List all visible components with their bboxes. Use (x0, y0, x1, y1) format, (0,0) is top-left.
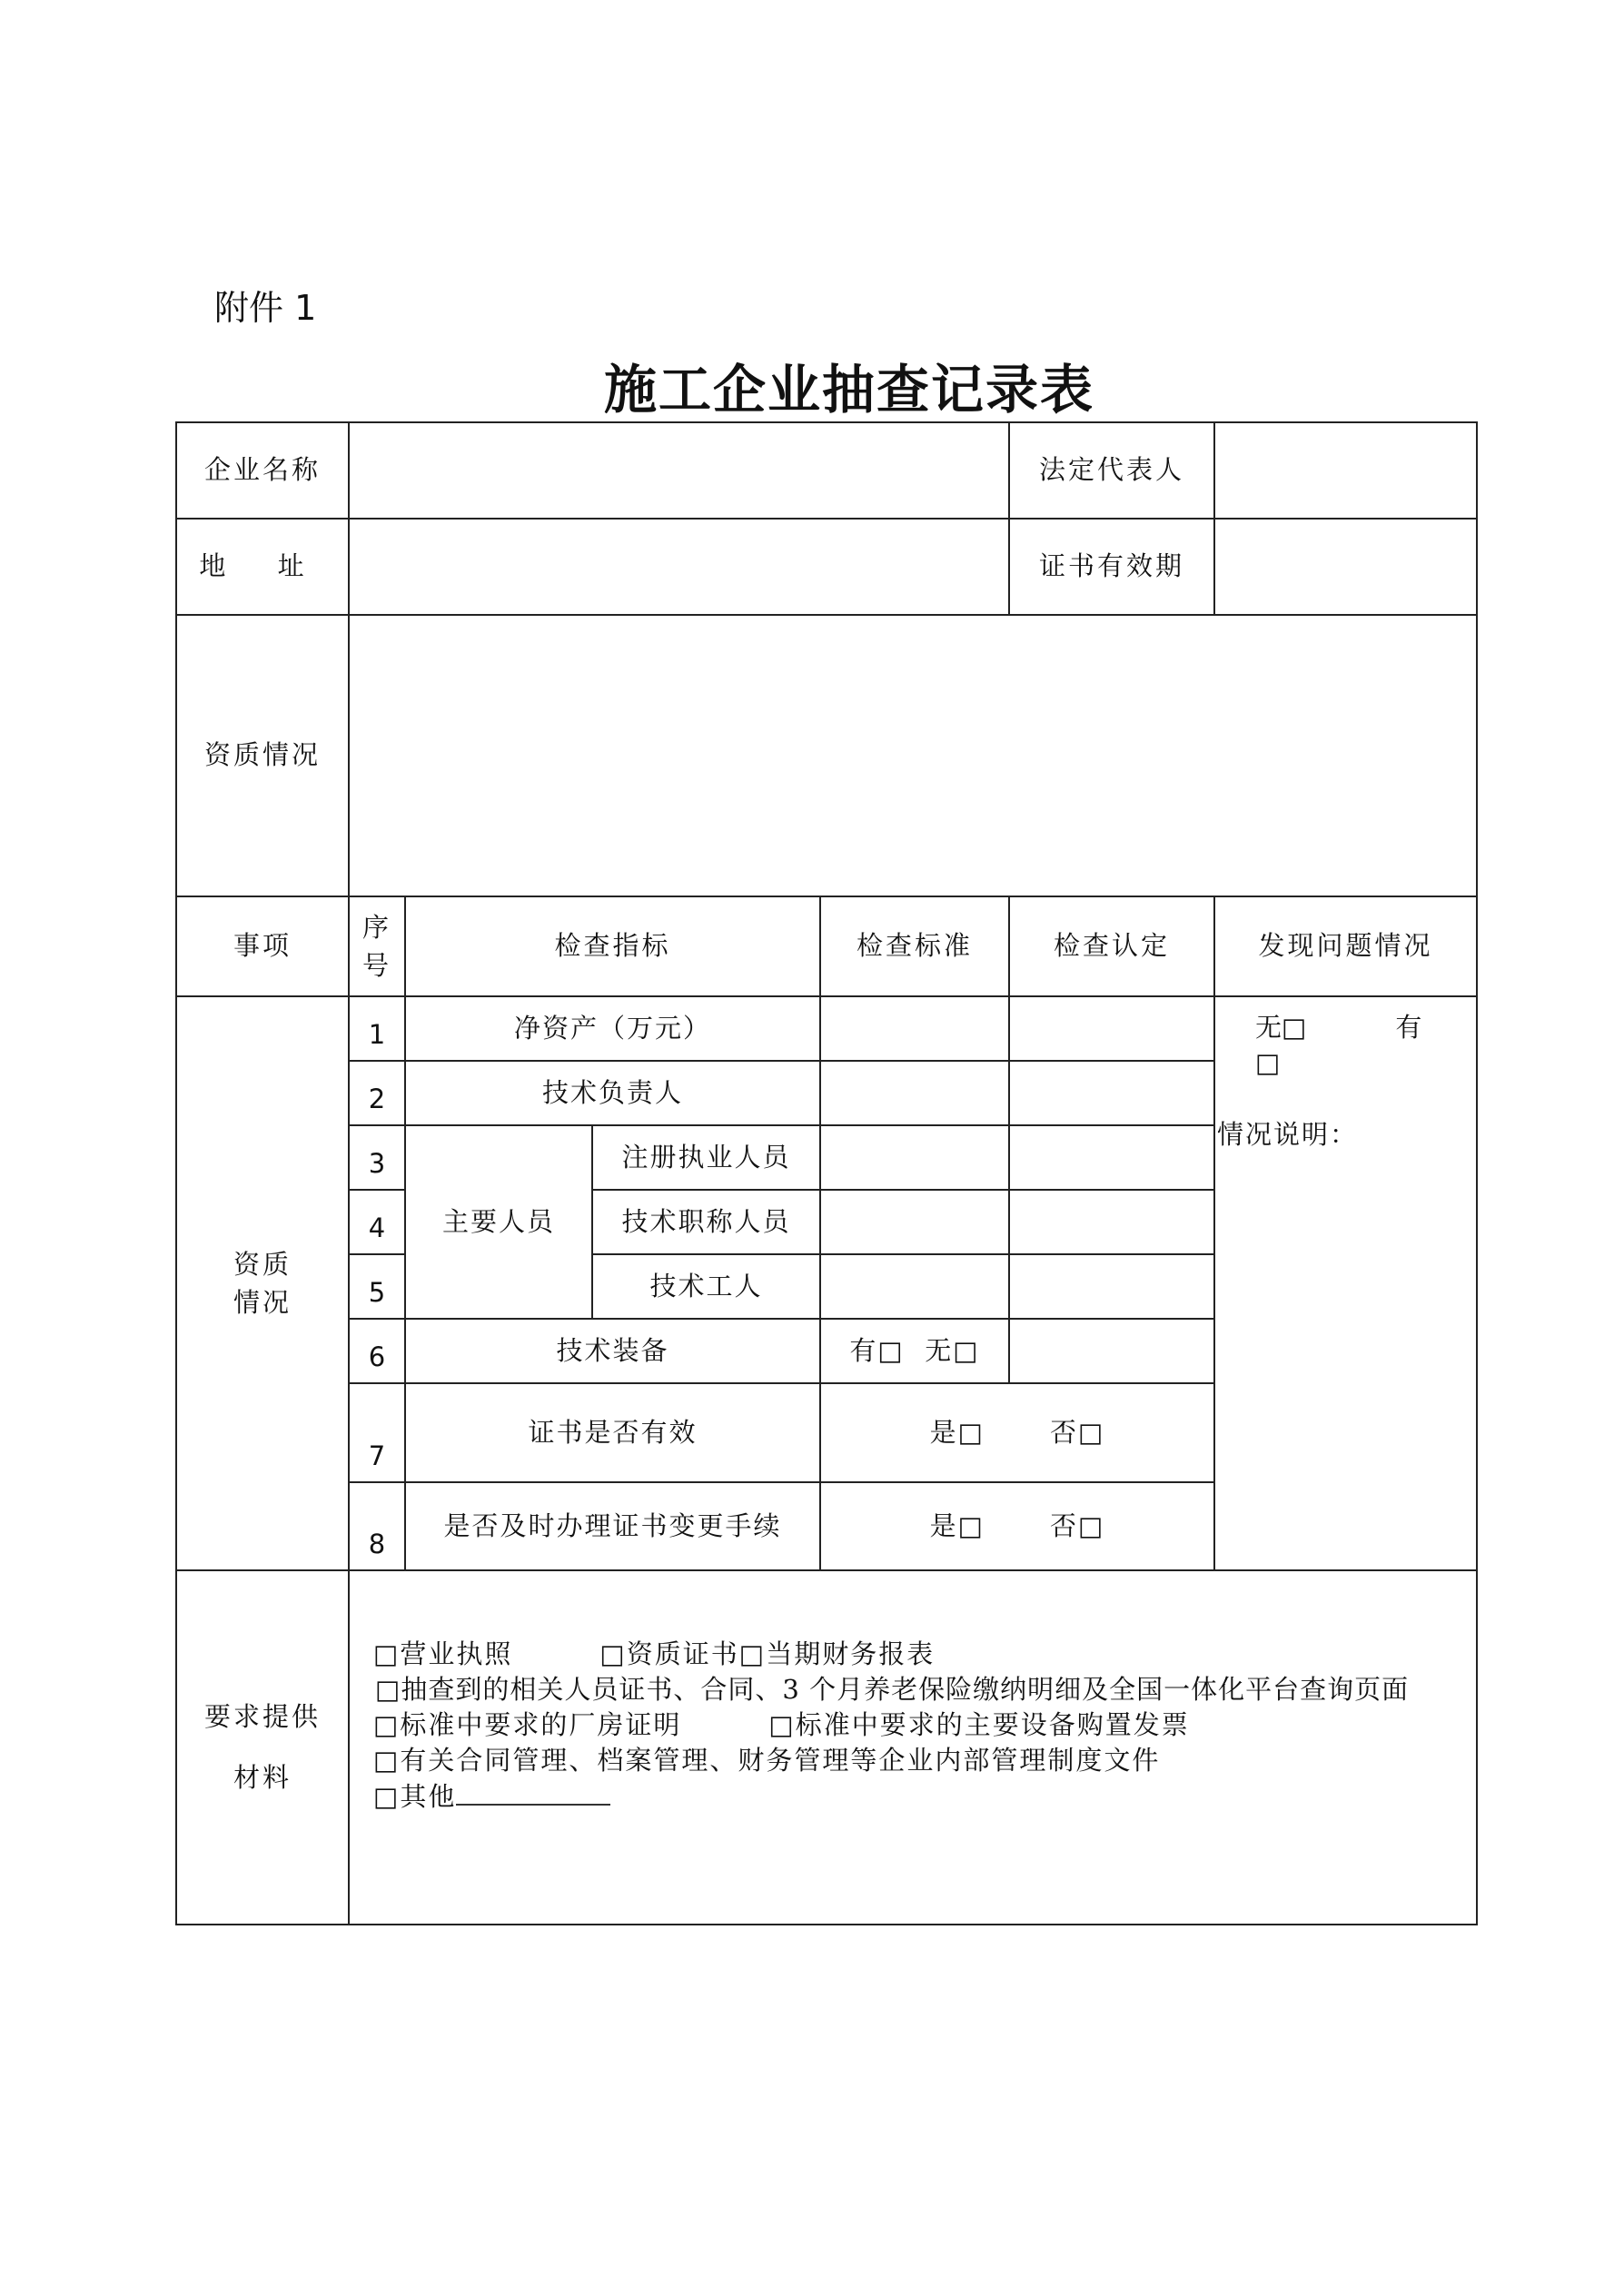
determination-cell[interactable] (1009, 1061, 1214, 1125)
seq-number: 8 (349, 1482, 405, 1570)
header-determination: 检查认定 (1009, 896, 1214, 996)
materials-label: 要求提供 材料 (176, 1570, 349, 1925)
other-blank-line[interactable] (456, 1803, 610, 1806)
determination-cell[interactable] (1009, 1125, 1214, 1190)
indicator-net-assets: 净资产（万元） (405, 996, 820, 1061)
indicator-tech-lead: 技术负责人 (405, 1061, 820, 1125)
indicator-cert-valid: 证书是否有效 (405, 1383, 820, 1482)
indicator-equipment: 技术装备 (405, 1319, 820, 1383)
seq-number: 3 (349, 1125, 405, 1190)
cert-change-options[interactable] (820, 1482, 1214, 1570)
legal-rep-label: 法定代表人 (1009, 422, 1214, 519)
determination-cell[interactable] (1009, 996, 1214, 1061)
standard-cell[interactable] (820, 1254, 1009, 1319)
cert-validity-field[interactable] (1214, 519, 1477, 615)
inspection-record-table (175, 421, 1478, 1925)
findings-none-checkbox[interactable]: 无□ (1255, 1012, 1307, 1043)
materials-line-5 (373, 1779, 1476, 1815)
findings-note-label: 情况说明： (1217, 1119, 1359, 1151)
address-field[interactable] (349, 519, 1009, 615)
qualification-cert-checkbox[interactable]: □资质证书□当期财务报表 (599, 1638, 936, 1669)
indicator-registered-staff: 注册执业人员 (592, 1125, 820, 1190)
indicator-cert-change: 是否及时办理证书变更手续 (405, 1482, 820, 1570)
determination-cell[interactable] (1009, 1190, 1214, 1254)
address-label: 地 址 (176, 519, 349, 615)
header-item: 事项 (176, 896, 349, 996)
header-seq: 序 号 (349, 896, 405, 996)
standard-cell[interactable] (820, 996, 1009, 1061)
materials-list (349, 1570, 1477, 1925)
seq-number: 1 (349, 996, 405, 1061)
header-findings: 发现问题情况 (1214, 896, 1477, 996)
standard-cell[interactable] (820, 1061, 1009, 1125)
findings-cell[interactable] (1214, 996, 1477, 1570)
legal-rep-field[interactable] (1214, 422, 1477, 519)
seq-number: 6 (349, 1319, 405, 1383)
seq-number: 4 (349, 1190, 405, 1254)
main-personnel-label: 主要人员 (405, 1125, 592, 1319)
seq-number: 2 (349, 1061, 405, 1125)
seq-number: 5 (349, 1254, 405, 1319)
indicator-titled-staff: 技术职称人员 (592, 1190, 820, 1254)
qualification-label: 资质情况 (176, 615, 349, 896)
other-checkbox[interactable]: □其他 (373, 1780, 457, 1812)
header-standard: 检查标准 (820, 896, 1009, 996)
indicator-skilled-workers: 技术工人 (592, 1254, 820, 1319)
findings-has-checkbox[interactable]: 有□ (1255, 1012, 1422, 1079)
form-title: 施工企业抽查记录表 (603, 359, 1094, 421)
yes-checkbox[interactable]: 是□ (929, 1509, 985, 1541)
staff-cert-checkbox[interactable]: □抽查到的相关人员证书、合同、3 个月养老保险缴纳明细及全国一体化平台查询页面 (375, 1674, 1410, 1706)
section-qualification: 资质 情况 (176, 996, 349, 1570)
materials-line-1 (373, 1637, 1476, 1672)
equipment-standard-checkboxes[interactable]: 有□ 无□ (820, 1319, 1009, 1383)
determination-cell[interactable] (1009, 1319, 1214, 1383)
qualification-field[interactable] (349, 615, 1477, 896)
materials-line-3 (373, 1707, 1476, 1743)
yes-checkbox[interactable]: 是□ (929, 1416, 985, 1448)
factory-proof-checkbox[interactable]: □标准中要求的厂房证明 (373, 1709, 682, 1741)
determination-cell[interactable] (1009, 1254, 1214, 1319)
mgmt-system-checkbox[interactable]: □有关合同管理、档案管理、财务管理等企业内部管理制度文件 (373, 1745, 1161, 1776)
standard-cell[interactable] (820, 1125, 1009, 1190)
cert-validity-label: 证书有效期 (1009, 519, 1214, 615)
seq-number: 7 (349, 1383, 405, 1482)
business-license-checkbox[interactable]: □营业执照 (373, 1638, 513, 1669)
equipment-invoice-checkbox[interactable]: □标准中要求的主要设备购置发票 (768, 1709, 1190, 1741)
company-name-field[interactable] (349, 422, 1009, 519)
company-name-label: 企业名称 (176, 422, 349, 519)
standard-cell[interactable] (820, 1190, 1009, 1254)
cert-valid-options[interactable] (820, 1383, 1214, 1482)
attachment-label: 附件 1 (214, 288, 317, 328)
header-indicator: 检查指标 (405, 896, 820, 996)
no-checkbox[interactable]: 否□ (1050, 1416, 1105, 1448)
no-checkbox[interactable]: 否□ (1050, 1509, 1105, 1541)
